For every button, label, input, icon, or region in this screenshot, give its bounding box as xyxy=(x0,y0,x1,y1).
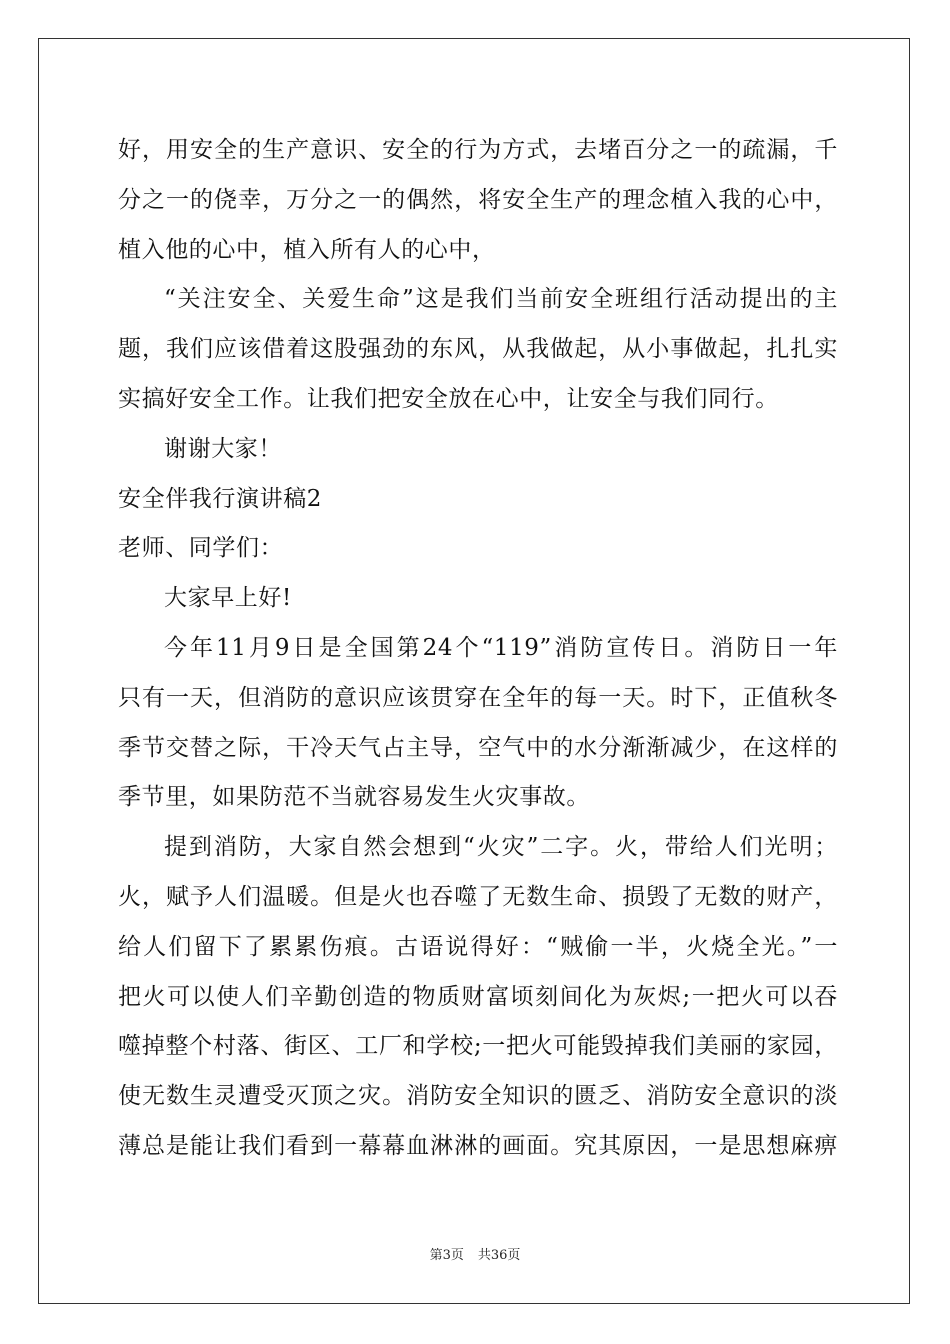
page-footer xyxy=(0,1244,950,1263)
greeting: 大家早上好! xyxy=(164,585,292,612)
paragraph-line: 题，我们应该借着这股强劲的东风，从我做起，从小事做起，扎扎实 xyxy=(118,336,838,363)
paragraph-line: 火，赋予人们温暖。但是火也吞噬了无数生命、损毁了无数的财产， xyxy=(118,883,838,910)
paragraph-line: 好，用安全的生产意识、安全的行为方式，去堵百分之一的疏漏，千 xyxy=(118,137,838,163)
closing-line: 谢谢大家！ xyxy=(164,435,282,462)
document-body xyxy=(118,126,838,1172)
paragraph-line: 季节交替之际，干冷天气占主导，空气中的水分渐渐减少，在这样的 xyxy=(118,734,838,761)
paragraph-line: 薄总是能让我们看到一幕幕血淋淋的画面。究其原因，一是思想麻痹 xyxy=(118,1132,838,1159)
paragraph-line: “关注安全、关爱生命”这是我们当前安全班组行活动提出的主 xyxy=(164,286,838,313)
paragraph-line: 植入他的心中，植入所有人的心中， xyxy=(118,236,496,263)
paragraph-line: 季节里，如果防范不当就容易发生火灾事故。 xyxy=(118,784,590,811)
paragraph-line: 使无数生灵遭受灭顶之灾。消防安全知识的匮乏、消防安全意识的淡 xyxy=(118,1083,838,1110)
paragraph-line: 只有一天，但消防的意识应该贯穿在全年的每一天。时下，正值秋冬 xyxy=(118,684,838,711)
page-number: 第3页 xyxy=(429,1248,464,1263)
total-pages: 共36页 xyxy=(477,1248,521,1263)
paragraph-line: 给人们留下了累累伤痕。古语说得好：“贼偷一半，火烧全光。”一 xyxy=(118,933,838,960)
paragraph-line: 提到消防，大家自然会想到“火灾”二字。火，带给人们光明； xyxy=(164,834,838,861)
salutation: 老师、同学们： xyxy=(118,535,284,562)
section-title: 安全伴我行演讲稿2 xyxy=(118,485,323,512)
paragraph-line: 噬掉整个村落、街区、工厂和学校;一把火可能毁掉我们美丽的家园， xyxy=(118,1033,838,1060)
paragraph-line: 分之一的侥幸，万分之一的偶然，将安全生产的理念植入我的心中， xyxy=(118,186,838,213)
paragraph-line: 实搞好安全工作。让我们把安全放在心中，让安全与我们同行。 xyxy=(118,385,779,412)
paragraph-line: 今年11月9日是全国第24个“119”消防宣传日。消防日一年 xyxy=(164,634,838,661)
paragraph-line: 把火可以使人们辛勤创造的物质财富顷刻间化为灰烬;一把火可以吞 xyxy=(118,983,838,1010)
